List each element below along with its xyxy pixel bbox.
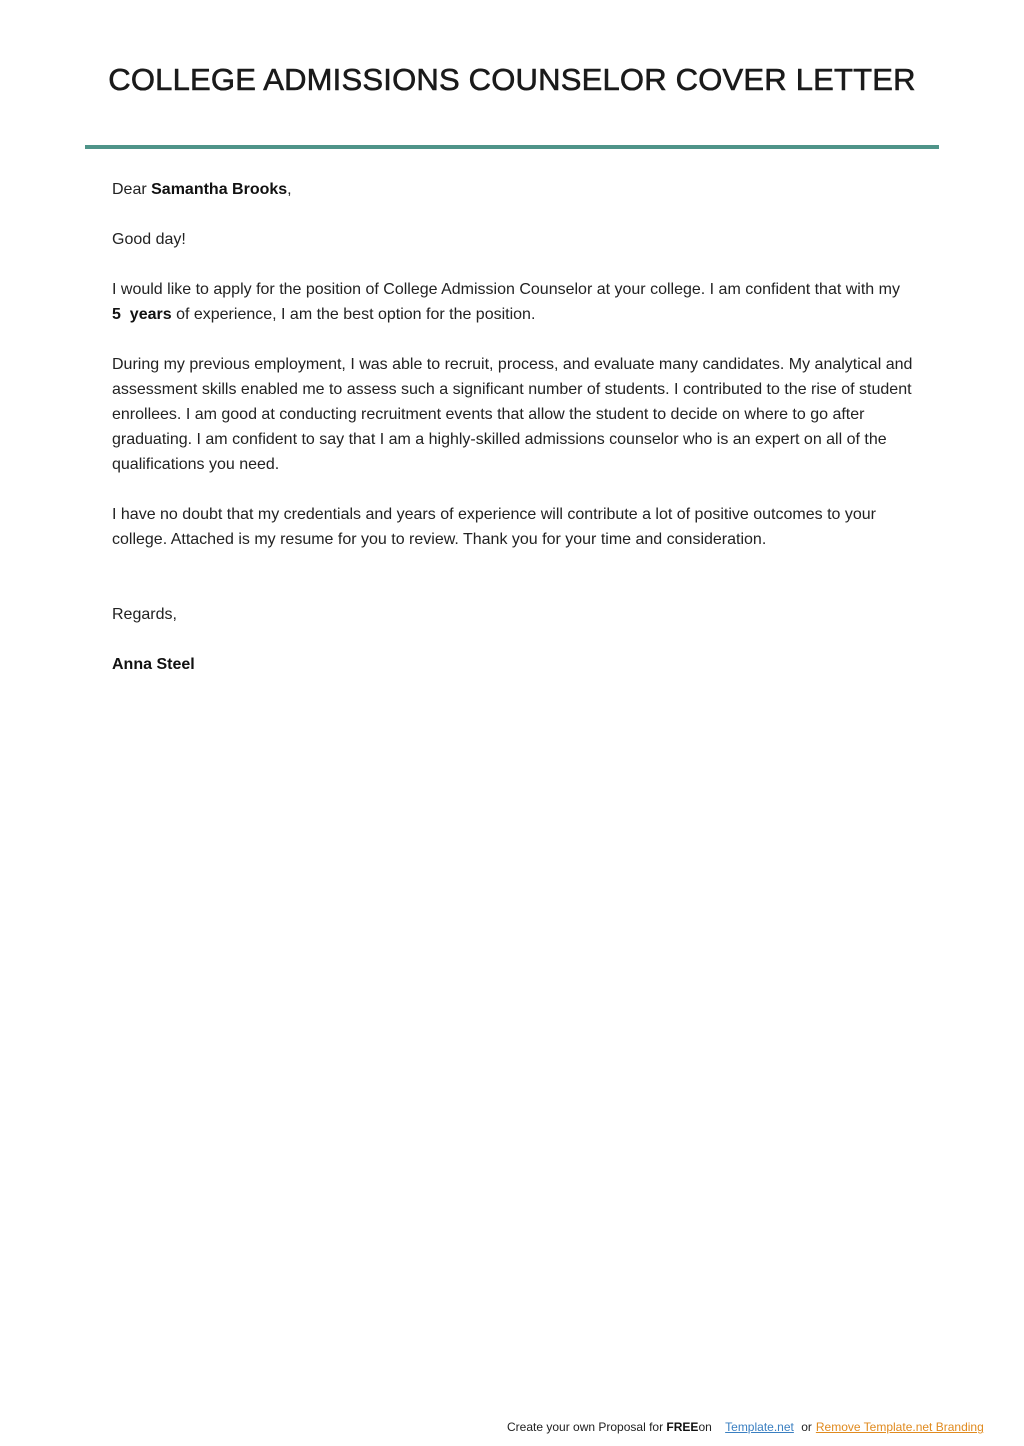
sender-signature	[112, 652, 917, 677]
paragraph-intro-tail: of experience, I am the best option for the position.	[171, 306, 536, 323]
greeting: Good day!	[112, 231, 186, 248]
sender-name: Anna Steel	[112, 656, 195, 673]
template-net-link[interactable]: Template.net	[725, 1420, 794, 1434]
paragraph-intro	[112, 277, 917, 327]
footer-on: on	[698, 1420, 712, 1434]
footer-free: FREE	[666, 1420, 699, 1434]
recipient-name: Samantha Brooks	[151, 181, 288, 198]
title-divider	[85, 145, 939, 149]
salutation	[112, 177, 917, 202]
footer-or: or	[801, 1420, 812, 1434]
footer-prefix: Create your own Proposal for	[507, 1420, 667, 1434]
paragraph-experience: During my previous employment, I was able to recruit, process, and evaluate many candidates. My analytical and assessment skills enabled me to assess such a significant number of students. I contributed to the rise of student enrollees. I am good at conducting recruitment events that allow the student to decide on where to go after graduating. I am confident to say that I am a highly-skilled admissions counselor who is an expert on all of the qualifications you need.	[112, 356, 913, 473]
letter-body	[112, 177, 917, 702]
closing: Regards,	[112, 606, 177, 623]
page-title: COLLEGE ADMISSIONS COUNSELOR COVER LETTER	[108, 62, 916, 97]
paragraph-intro-text: I would like to apply for the position of College Admission Counselor at your college. I am confident that with my	[112, 281, 900, 298]
years-label: years	[129, 306, 172, 323]
years-value: 5	[112, 306, 121, 323]
branding-footer	[507, 1419, 984, 1435]
paragraph-closing: I have no doubt that my credentials and years of experience will contribute a lot of positive outcomes to your college. Attached is my resume for you to review. Thank you for your time and consideration.	[112, 506, 876, 548]
salutation-suffix: ,	[287, 181, 292, 198]
remove-branding-link[interactable]: Remove Template.net Branding	[815, 1420, 984, 1434]
salutation-prefix: Dear	[112, 181, 152, 198]
